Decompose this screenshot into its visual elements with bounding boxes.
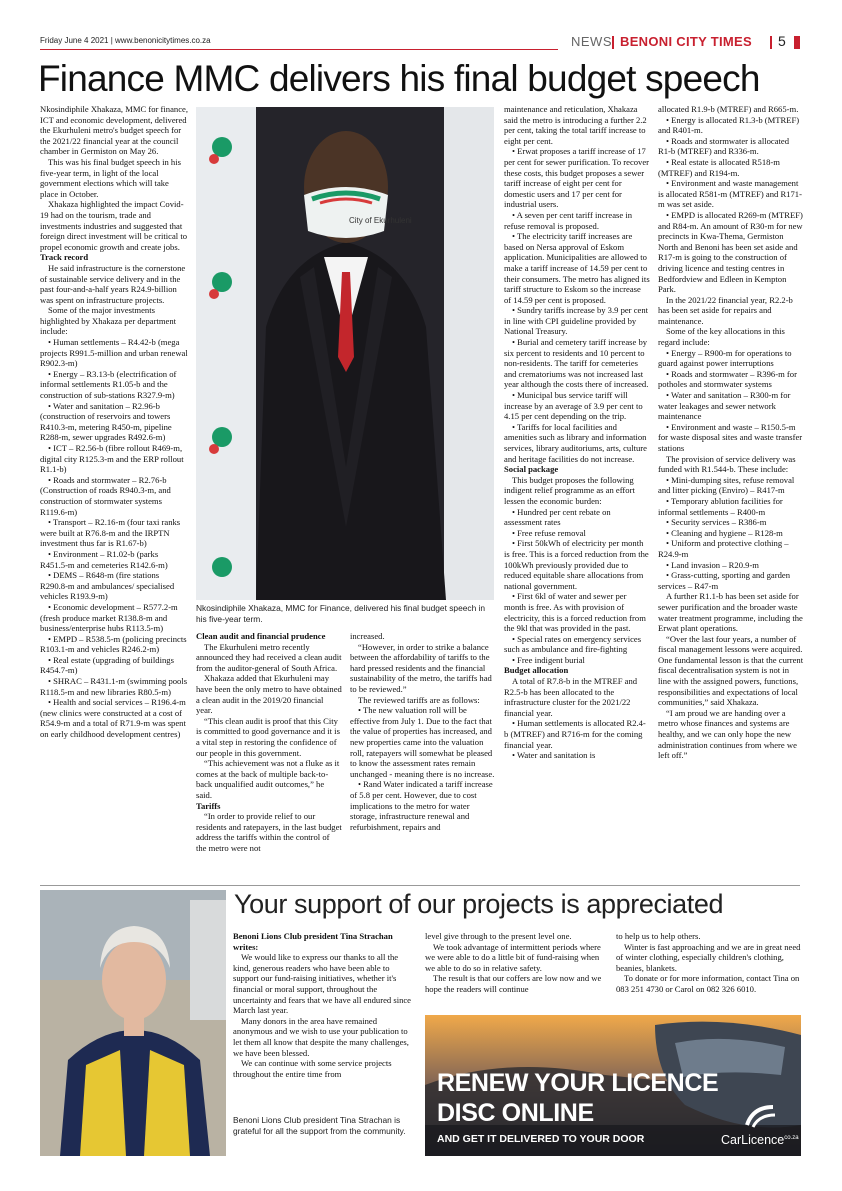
paragraph: We can continue with some service projects throughout the entire time from bbox=[233, 1058, 392, 1079]
lions-president-photo bbox=[40, 890, 226, 1156]
paragraph: In the 2021/22 financial year, R2.2-b has been set aside for repairs and maintenance. bbox=[658, 294, 793, 326]
ad-headline-line-2: DISC ONLINE bbox=[437, 1099, 594, 1127]
bullet-item: • Security services – R386-m bbox=[666, 517, 767, 528]
section-label: NEWS bbox=[571, 34, 612, 49]
letter-column-1 bbox=[233, 931, 413, 1079]
bullet-item: • First 50kWh of electricity per month is free. This is a forced reduction from the 100kWh previously provided due to reduced equitable share allocations from national government. bbox=[504, 538, 649, 591]
bullet-item: • Economic development – R577.2-m (fresh produce market R138.8-m and business/enterprise hubs R113.5-m) bbox=[40, 601, 178, 634]
ad-headline-line-1: RENEW YOUR LICENCE bbox=[437, 1069, 719, 1097]
bullet-item: • DEMS – R648-m (fire stations R290.8-m and ambulances/ specialised vehicles R193.9-m) bbox=[40, 570, 175, 602]
bullet-item: • Human settlements – R4.42-b (mega projects R991.5-million and urban renewal R902.3-m) bbox=[40, 337, 188, 369]
paragraph: Winter is fast approaching and we are in great need of winter clothing, especially children's clothing, beanies, blankets. bbox=[616, 941, 801, 973]
bullet-item: • Water and sanitation is bbox=[512, 750, 596, 761]
ad-brand bbox=[721, 1133, 799, 1147]
bullet-item: • Water and sanitation – R2.96-b (construction of reservoirs and towers R410.3-m, metering R450-m, pipeline R288-m, sewer upgrades R492.6-m) bbox=[40, 400, 172, 443]
bullet-item: • Roads and stormwater is allocated R1-b (MTREF) and R336-m. bbox=[658, 135, 790, 157]
article-headline: Finance MMC delivers his final budget speech bbox=[38, 58, 760, 99]
bullet-item: • Water and sanitation – R300-m for water leakages and sewer network maintenance bbox=[658, 390, 791, 422]
mmc-portrait-photo bbox=[196, 107, 494, 600]
paragraph: increased. bbox=[350, 631, 385, 641]
paragraph: The Ekurhuleni metro recently announced they had received a clean audit from the auditor-general of South Africa. bbox=[196, 641, 342, 673]
bullet-item: • ICT – R2.56-b (fibre rollout R469-m, digital city R125.3-m and the ERP rollout R1.1-b) bbox=[40, 443, 184, 475]
bullet-item: • EMPD – R538.5-m (policing precincts R103.1-m and vehicles R246.2-m) bbox=[40, 633, 187, 655]
paragraph: We took advantage of intermittent periods where we were able to do a little bit of fund-raising when we able to do so in relative safety. bbox=[425, 941, 601, 973]
carlicence-advert[interactable] bbox=[425, 1015, 801, 1156]
article-column-1 bbox=[40, 104, 188, 740]
article-column-4 bbox=[504, 104, 650, 761]
article-column-5 bbox=[658, 104, 804, 761]
bullet-item: • The new valuation roll will be effective from July 1. Due to the fact that the value of properties has increased, and new properties came into the valuation roll, ratepayers will somewhat be pleased to know the assessment rates remain unchanged - meaning there is no increase. bbox=[350, 705, 495, 779]
paragraph: He said infrastructure is the cornerstone of sustainable service delivery and in the past four-and-a-half years R24.9-billion was spent on infrastructure projects. bbox=[40, 262, 186, 305]
paragraph: A total of R7.8-b in the MTREF and R2.5-b has been allocated to the infrastructure cluster for the 2021/22 financial year. bbox=[504, 676, 638, 718]
paragraph: Some of the key allocations in this regard include: bbox=[658, 326, 785, 348]
bullet-item: • Sundry tariffs increase by 3.9 per cent in line with CPI guideline provided by National Treasury. bbox=[504, 305, 649, 337]
bullet-item: • Roads and stormwater – R396-m for potholes and stormwater systems bbox=[658, 368, 797, 390]
bullet-item: • Special rates on emergency services such as ambulance and fire-fighting bbox=[504, 633, 642, 655]
paragraph: maintenance and reticulation, Xhakaza said the metro is introducing a further 2.2 per cent, taking the total tariff increase to eight per cent. bbox=[504, 104, 647, 146]
bullet-item: • Free indigent burial bbox=[512, 654, 585, 665]
paragraph: The result is that our coffers are low now and we hope the readers will continue bbox=[425, 973, 602, 994]
bullet-item: • Real estate (upgrading of buildings R454.7-m) bbox=[40, 654, 174, 676]
letter-column-3 bbox=[616, 931, 802, 995]
paragraph: This was his final budget speech in his five-year term, in light of the local government elections which will take place in October. bbox=[40, 156, 181, 199]
masthead-name: BENONI CITY TIMES bbox=[620, 34, 752, 49]
photo-caption: Nkosindiphile Xhakaza, MMC for Finance, delivered his final budget speech in his five-year term. bbox=[196, 603, 486, 624]
bullet-item: • Roads and stormwater – R2.76-b (Construction of roads R940.3-m, and construction of stormwater systems R119.6-m) bbox=[40, 474, 171, 517]
bullet-item: • Environment – R1.02-b (parks R451.5-m and cemeteries R142.6-m) bbox=[40, 548, 168, 570]
bullet-item: • First 6kl of water and sewer per month is free. As with provision of electricity, this is a forced reduction from the 9kl that was provided in the past. bbox=[504, 591, 646, 634]
paragraph: This budget proposes the following indigent relief programme as an effort lessen the economic burden: bbox=[504, 474, 635, 506]
bullet-item: • Health and social services – R196.4-m (new clinics were constructed at a cost of R54.9-m and a total of R71.9-m was spent on early childhood development centres) bbox=[40, 697, 186, 740]
quote-paragraph: “Over the last four years, a number of fiscal management lessons were acquired. One fundamental lesson is that the current fiscal decentralisation system is not in line with the assigned powers, functions, responsibilities and expectations of local communities,” said Xhakaza. bbox=[658, 633, 804, 708]
bullet-item: • Human settlements is allocated R2.4-b (MTREF) and R716-m for the coming financial year. bbox=[504, 718, 646, 750]
quote-paragraph: “I am proud we are handing over a metro whose finances and systems are healthy, and we can only hope the new administration continues from where we left off.” bbox=[658, 707, 797, 761]
page-number: 5 bbox=[778, 33, 786, 49]
paragraph: Xhakaza added that Ekurhuleni may have been the only metro to have obtained a clean audit in the 2019/20 financial year. bbox=[196, 673, 342, 716]
bullet-item: • Grass-cutting, sporting and garden services – R47-m bbox=[658, 570, 791, 591]
bullet-item: • Environment and waste – R150.5-m for waste disposal sites and waste transfer stations bbox=[658, 421, 803, 453]
bullet-item: • Energy is allocated R1.3-b (MTREF) and R401-m. bbox=[658, 114, 800, 136]
ad-tagline: AND GET IT DELIVERED TO YOUR DOOR bbox=[437, 1133, 645, 1145]
bullet-item: • Temporary ablution facilities for informal settlements – R400-m bbox=[658, 495, 783, 517]
paragraph: Some of the major investments highlighted by Xhakaza per department include: bbox=[40, 305, 177, 337]
bullet-item: • EMPD is allocated R269-m (MTREF) and R84-m. An amount of R30-m for new precincts in Kwa-Thema, Germiston North and Benoni has been set aside and R17-m is going to the construction of driving licence and testing centres in Bedfordview and Edleen in Kempton Park. bbox=[658, 209, 803, 295]
paragraph: “However, in order to strike a balance between the affordability of tariffs to the hard pressed residents and the financial sustainability of the metro, the tariffs had to be reviewed.” bbox=[350, 641, 492, 694]
bullet-item: • Uniform and protective clothing – R24.9-m bbox=[658, 538, 789, 559]
subheading: Budget allocation bbox=[504, 665, 569, 676]
bullet-item: • Environment and waste management is allocated R581-m (MTREF) and R171-m was set aside. bbox=[658, 178, 802, 210]
paragraph: to help us to help others. bbox=[616, 931, 701, 941]
bullet-item: • Municipal bus service tariff will increase by an average of 3.9 per cent to 4.15 per cent depending on the trip. bbox=[504, 390, 643, 422]
paragraph: allocated R1.9-b (MTREF) and R665-m. bbox=[658, 104, 799, 114]
bullet-item: • Erwat proposes a tariff increase of 17 per cent for sewer purification. To recover these costs, this budget proposes a sewer tariff increase of eight per cent for domestic users and 17 per cent for industrial users. bbox=[504, 146, 650, 210]
bullet-item: • Transport – R2.16-m (four taxi ranks were built at R76.8-m and the IRPTN investment thus far is R1.67-b) bbox=[40, 517, 181, 549]
subheading: Track record bbox=[40, 252, 89, 263]
bullet-item: • Energy – R900-m for operations to guard against power interruptions bbox=[658, 347, 792, 369]
issue-date-website: Friday June 4 2021 | www.benonicitytimes.co.za bbox=[40, 36, 211, 45]
paragraph: Many donors in the area have remained anonymous and we wish to use your publication to let them all know that despite the many challenges, we have been blessed. bbox=[233, 1015, 409, 1058]
byline: Benoni Lions Club president Tina Strachan writes: bbox=[233, 931, 393, 952]
article-column-2 bbox=[196, 631, 342, 853]
subheading: Tariffs bbox=[196, 800, 221, 811]
section-divider bbox=[40, 885, 800, 886]
paragraph: The reviewed tariffs are as follows: bbox=[358, 694, 480, 705]
paragraph: Xhakaza highlighted the impact Covid-19 had on the tourism, trade and investments industries and suggested that foreign direct investment will be critical to propel economic growth and create jobs. bbox=[40, 199, 188, 252]
header-separator bbox=[770, 36, 772, 49]
bullet-item: • Rand Water indicated a tariff increase of 5.8 per cent. However, due to cost implications to the metro for water storage, infrastructure renewal and refurbishment, repairs and bbox=[350, 779, 493, 832]
bullet-item: • Mini-dumping sites, refuse removal and litter picking (Enviro) – R417-m bbox=[658, 474, 795, 496]
header-rule bbox=[40, 49, 558, 50]
bullet-item: • Real estate is allocated R518-m (MTREF) and R194-m. bbox=[658, 156, 780, 178]
bullet-item: • Cleaning and hygiene – R128-m bbox=[666, 527, 783, 538]
header-separator bbox=[612, 36, 614, 49]
paragraph: A further R1.1-b has been set aside for sewer purification and the broader waste water treatment programme, including the Erwat plant operations. bbox=[658, 591, 803, 634]
bullet-item: • SHRAC – R431.1-m (swimming pools R118.5-m and new libraries R80.5-m) bbox=[40, 676, 188, 697]
ad-brand-name: CarLicence bbox=[721, 1133, 785, 1147]
paragraph: The provision of service delivery was funded with R1.544-b. These include: bbox=[658, 453, 796, 475]
letter-column-2 bbox=[425, 931, 605, 995]
bullet-item: • Energy – R3.13-b (electrification of informal settlements R1.05-b and the construction of sub-stations R327.9-m) bbox=[40, 368, 177, 401]
paragraph: “This clean audit is proof that this City is committed to good governance and it is a vital step in restoring the confidence of our people in this government. bbox=[196, 715, 340, 758]
paragraph: Nkosindiphile Xhakaza, MMC for finance, ICT and economic development, delivered the Ekurhuleni metro's budget speech for the 2021/22 financial year at the council chamber in Germiston on May 26. bbox=[40, 104, 188, 157]
article-column-3 bbox=[350, 631, 496, 832]
bullet-item: • Free refuse removal bbox=[512, 527, 586, 538]
ad-brand-suffix: co.za bbox=[784, 1134, 799, 1141]
bullet-item: • Burial and cemetery tariff increase by six percent to residents and 10 percent to non-residents. The tariff for cemeteries and crematoriums was not increased last year although the costs there of increased. bbox=[504, 337, 649, 390]
paragraph: “This achievement was not a fluke as it comes at the back of multiple back-to-back unqualified audit outcomes,” he said. bbox=[196, 758, 340, 800]
subheading: Clean audit and financial prudence bbox=[196, 631, 326, 641]
bullet-item: • A seven per cent tariff increase in refuse removal is proposed. bbox=[504, 209, 633, 231]
mask-logo-text: City of Ekurhuleni bbox=[349, 216, 412, 225]
bullet-item: • Hundred per cent rebate on assessment rates bbox=[504, 506, 611, 528]
paragraph: “In order to provide relief to our residents and ratepayers, in the last budget address the tariffs within the control of the metro were not bbox=[196, 811, 342, 853]
paragraph: To donate or for more information, contact Tina on 083 251 4730 or Carol on 082 326 6010. bbox=[616, 973, 800, 994]
paragraph: level give through to the present level one. bbox=[425, 931, 572, 941]
carlicence-logo-icon bbox=[743, 1103, 779, 1131]
bullet-item: • Tariffs for local facilities and amenities such as library and information services, library auditoriums, arts, culture and heritage facilities do not increase. bbox=[504, 421, 647, 464]
bullet-item: • The electricity tariff increases are based on Nersa approval of Eskom application. Municipalities are allowed to make a tariff increase of 14.59 per cent to their consumers. The metro has aligned its tariff structure to Eskom so the increase of 14.59 per cent is proposed. bbox=[504, 231, 650, 305]
letter-photo-caption: Benoni Lions Club president Tina Strachan is grateful for all the support from the community. bbox=[233, 1115, 406, 1136]
subheading: Social package bbox=[504, 464, 559, 475]
page-marker bbox=[794, 36, 800, 49]
letter-headline: Your support of our projects is appreciated bbox=[234, 889, 724, 919]
bullet-item: • Land invasion – R20.9-m bbox=[666, 559, 759, 570]
paragraph: We would like to express our thanks to all the kind, generous readers who have been able to support our fund-raising initiatives, whether it's financial or moral support, throughout the uncertainty and fears that we have all endured since March last year. bbox=[233, 952, 412, 1016]
